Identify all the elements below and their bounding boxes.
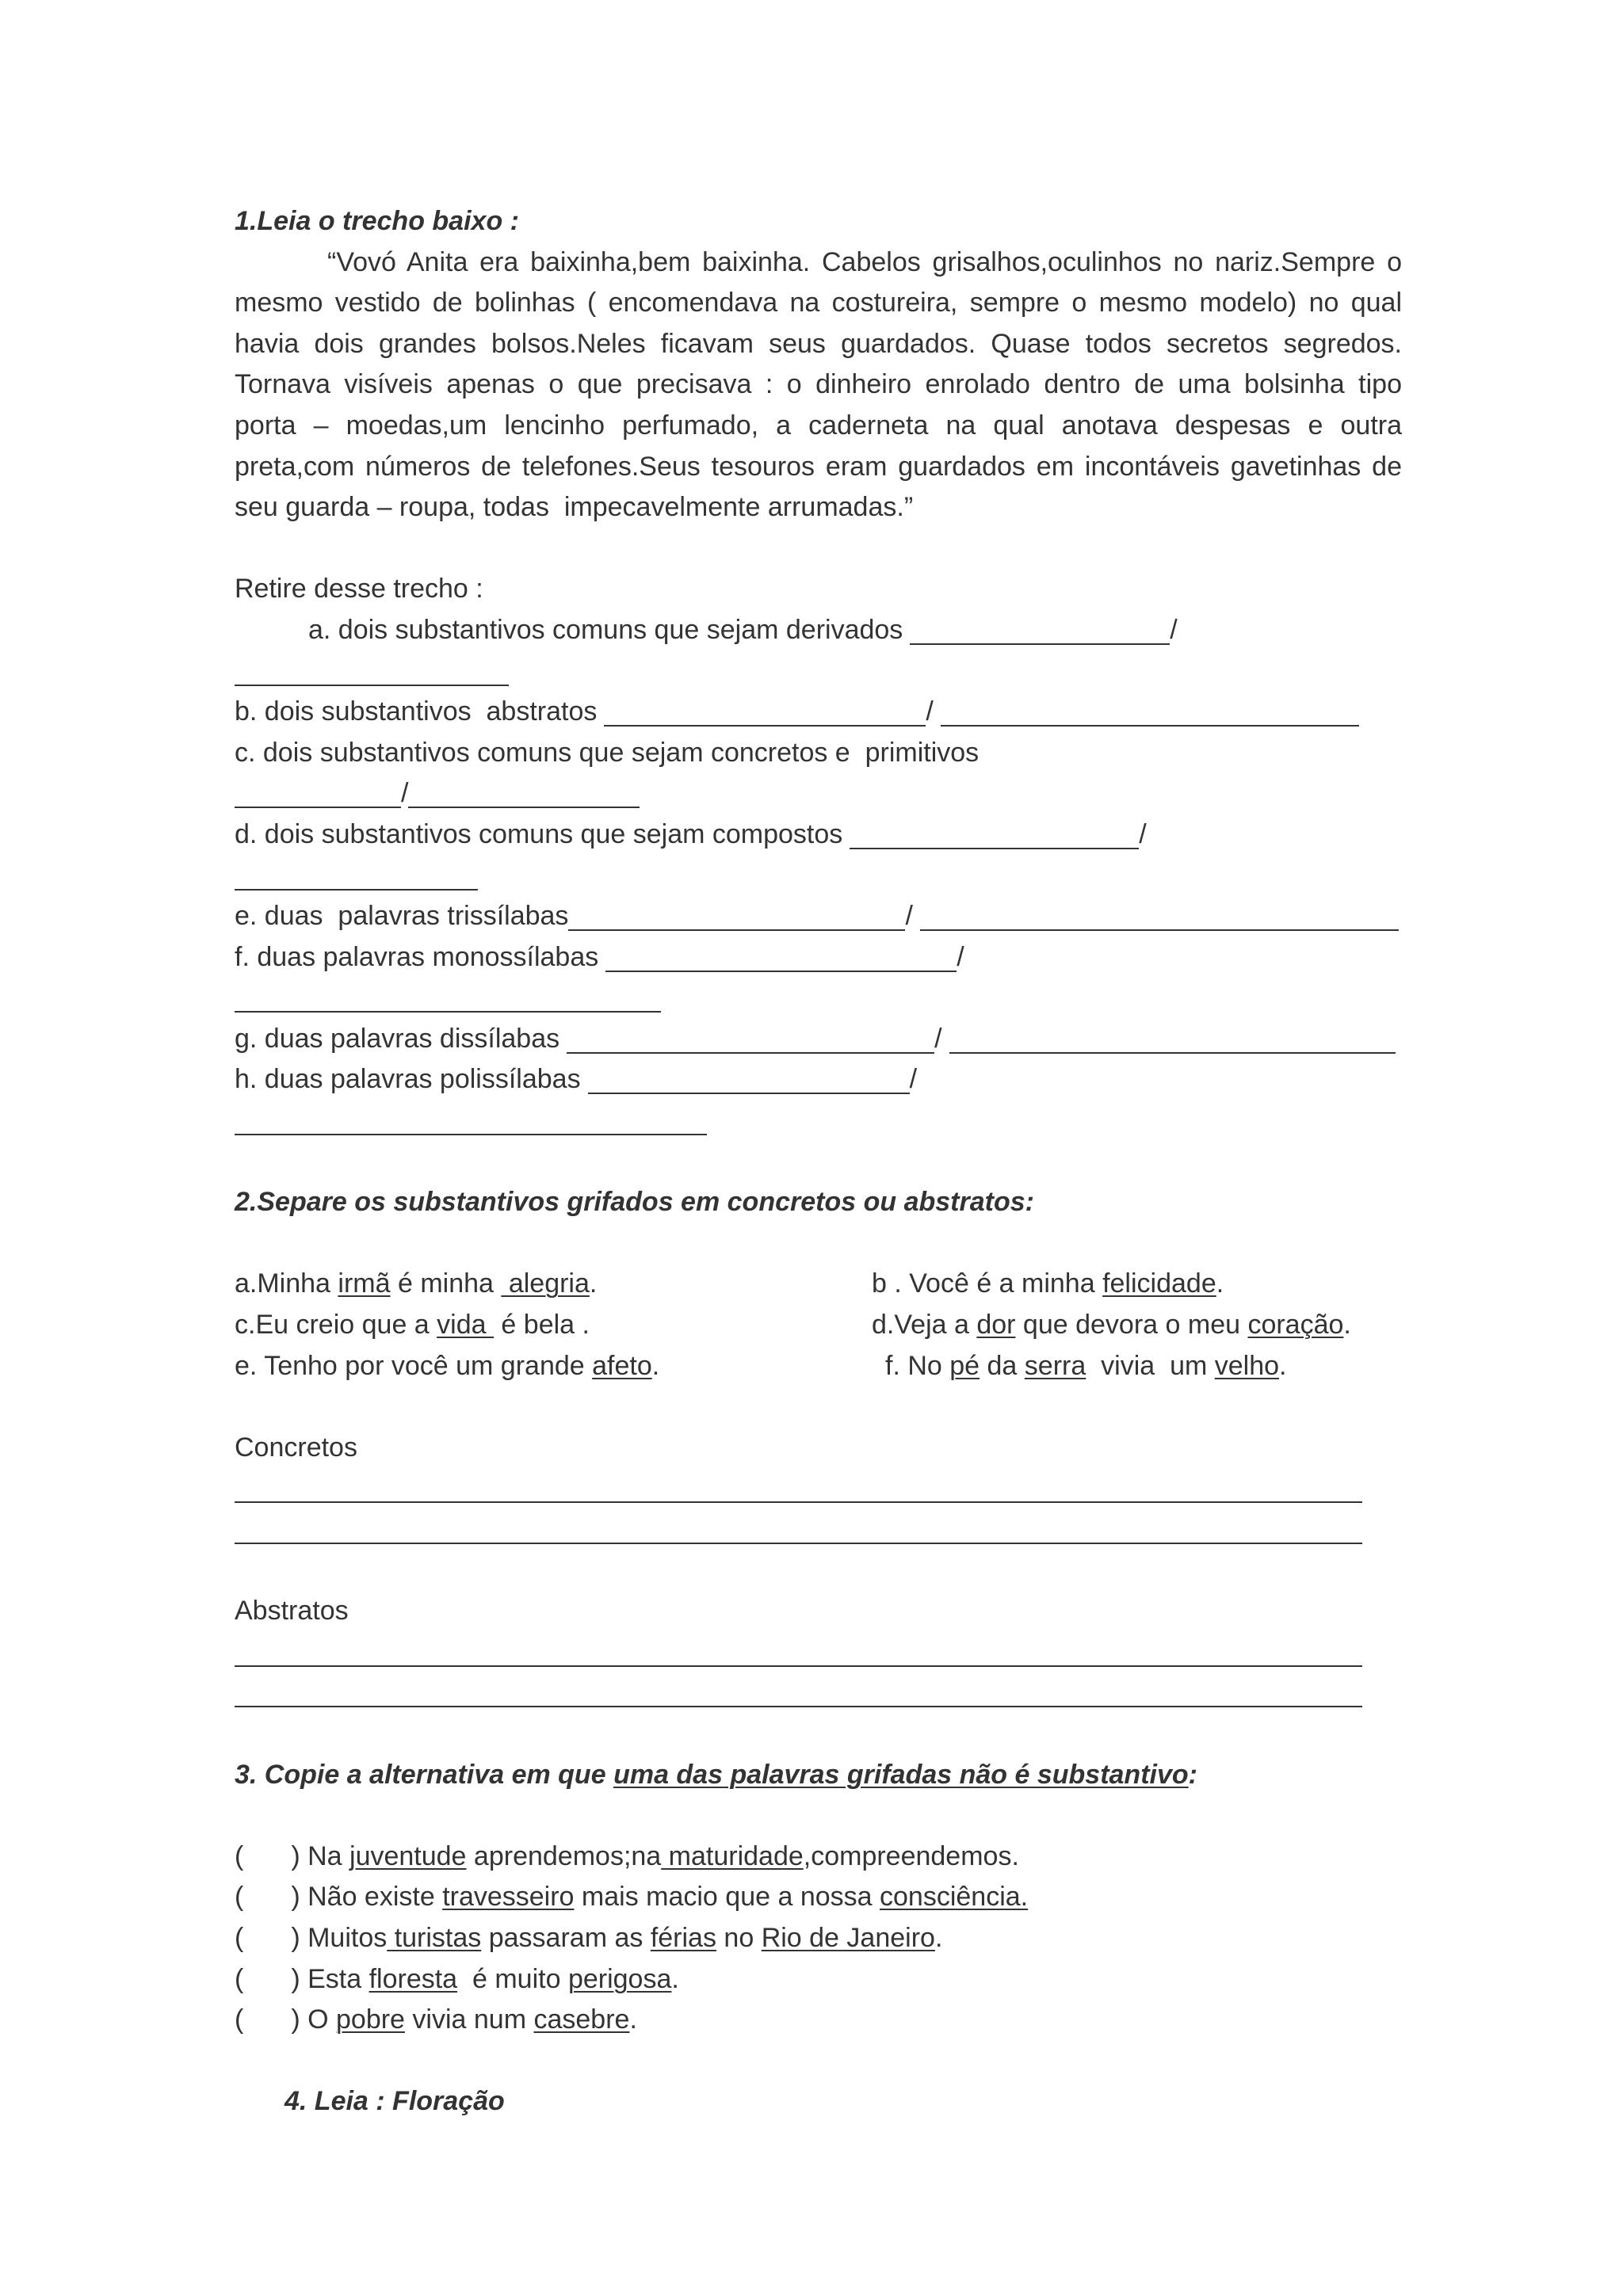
title-text: : — [1188, 1759, 1197, 1790]
question-4-title: 4. Leia : Floração — [285, 2086, 505, 2117]
option-text: ,compreendemos. — [803, 1840, 1019, 1871]
answer-blank — [408, 773, 640, 808]
item-h-continuation — [235, 1100, 1402, 1142]
answer-blank — [235, 856, 478, 891]
sentence-text: . — [651, 1350, 660, 1381]
sentence-text: . — [1343, 1310, 1351, 1341]
option-text: . — [629, 2004, 637, 2035]
answer-blank — [235, 1100, 707, 1135]
answer-blank — [235, 651, 509, 686]
slash-separator: / — [957, 941, 964, 972]
paren-open: ( — [235, 1922, 244, 1953]
item-c-label: c. dois substantivos comuns que sejam concretos e primitivos — [235, 737, 980, 768]
option-text: . — [934, 1922, 943, 1953]
sentence-d — [872, 1305, 1351, 1346]
item-b — [235, 692, 1359, 733]
sentence-c — [235, 1305, 872, 1346]
underlined-word: Rio de Janeiro — [761, 1922, 935, 1953]
underlined-word: floresta — [369, 1963, 458, 1994]
item-d-label: d. dois substantivos comuns que sejam compostos — [235, 818, 843, 849]
question-3-title — [235, 1755, 1402, 1796]
item-a-continuation — [235, 651, 1402, 692]
paren-close: ) — [291, 1963, 300, 1994]
spacer — [235, 528, 1402, 570]
sentence-row — [235, 1264, 1402, 1305]
title-underlined-text: uma das palavras grifadas não é substantivo — [613, 1759, 1189, 1790]
item-g — [235, 1019, 1396, 1060]
answer-blank — [941, 692, 1359, 727]
paren-close: ) — [291, 1922, 300, 1953]
answer-blank — [567, 1019, 934, 1054]
sentence-text: é bela . — [493, 1310, 590, 1341]
underlined-word: afeto — [592, 1350, 652, 1381]
answer-blank — [604, 692, 926, 727]
abstratos-answer-line — [235, 1672, 1402, 1714]
underlined-word: pobre — [336, 2004, 405, 2035]
item-c — [235, 733, 1402, 774]
paren-open: ( — [235, 1840, 244, 1871]
option-text: aprendemos;na — [466, 1840, 662, 1871]
excerpt-line: “Vovó Anita era baixinha,bem baixinha. Cabelos grisalhos,oculinhos no nariz.Sempre o — [327, 246, 1402, 277]
option-text: Na — [300, 1840, 350, 1871]
spacer — [235, 1714, 1402, 1755]
concretos-label: Concretos — [235, 1432, 357, 1463]
underlined-word: consciência. — [880, 1882, 1029, 1913]
item-f-label: f. duas palavras monossílabas — [235, 941, 599, 972]
underlined-word: irmã — [338, 1268, 391, 1299]
abstratos-label: Abstratos — [235, 1596, 349, 1627]
underlined-word: coração — [1247, 1310, 1344, 1341]
paren-close: ) — [291, 1840, 300, 1871]
option-5 — [235, 2000, 1402, 2041]
abstratos-answer-line — [235, 1632, 1402, 1673]
spacer — [235, 1795, 1402, 1836]
slash-separator: / — [926, 696, 934, 727]
underlined-word: maturidade — [661, 1840, 804, 1871]
sentence-text: b . Você é a minha — [872, 1268, 1103, 1299]
item-h-label: h. duas palavras polissílabas — [235, 1064, 581, 1095]
spacer — [235, 1142, 1402, 1183]
item-b-label: b. dois substantivos abstratos — [235, 696, 598, 727]
sentence-e — [235, 1346, 872, 1387]
excerpt-line: Tornava visíveis apenas o que precisava : o dinheiro enrolado dentro de uma bolsinha tipo — [235, 369, 1402, 400]
question-1-instruction: Retire desse trecho : — [235, 574, 483, 605]
underlined-word: casebre — [533, 2004, 630, 2035]
sentence-f — [872, 1346, 1286, 1387]
concretos-answer-line — [235, 1509, 1402, 1550]
answer-blank — [568, 896, 905, 931]
option-text: . — [671, 1963, 679, 1994]
underlined-word: vida — [437, 1310, 494, 1341]
underlined-word: serra — [1024, 1350, 1086, 1381]
paren-close: ) — [291, 1882, 300, 1913]
sentence-text: . — [1279, 1350, 1287, 1381]
slash-separator: / — [905, 901, 913, 932]
excerpt-line: seu guarda – roupa, todas impecavelmente arrumadas.” — [235, 492, 914, 523]
title-text: 3. Copie a alternativa em que — [235, 1759, 614, 1790]
answer-line — [235, 1509, 1362, 1544]
sentence-text: é minha — [390, 1268, 502, 1299]
option-3 — [235, 1918, 1402, 1959]
question-2-title: 2.Separe os substantivos grifados em concretos ou abstratos: — [235, 1187, 1034, 1218]
sentence-text: c.Eu creio que a — [235, 1310, 437, 1341]
slash-separator: / — [909, 1064, 918, 1095]
slash-separator: / — [1139, 818, 1147, 849]
spacer — [235, 1386, 1402, 1428]
answer-line — [235, 1468, 1362, 1503]
item-a-label: a. dois substantivos comuns que sejam derivados — [308, 614, 903, 645]
item-f-continuation — [235, 978, 1402, 1019]
option-2 — [235, 1877, 1402, 1918]
option-text: passaram as — [481, 1922, 651, 1953]
item-h — [235, 1059, 1402, 1100]
sentence-text: e. Tenho por você um grande — [235, 1350, 593, 1381]
option-4 — [235, 1959, 1402, 2000]
item-a — [235, 610, 1402, 651]
answer-blank — [605, 937, 957, 972]
underlined-word: férias — [650, 1922, 716, 1953]
option-text: Não existe — [300, 1882, 443, 1913]
item-d-continuation — [235, 856, 1402, 897]
sentence-text: . — [589, 1268, 598, 1299]
answer-line — [235, 1632, 1362, 1667]
option-text: Muitos — [300, 1922, 388, 1953]
slash-separator: / — [1170, 614, 1178, 645]
option-text: vivia num — [404, 2004, 534, 2035]
underlined-word: felicidade — [1102, 1268, 1216, 1299]
spacer — [235, 1550, 1402, 1592]
sentence-text: f. No — [885, 1350, 950, 1381]
paren-open: ( — [235, 1963, 244, 1994]
sentence-row — [235, 1346, 1402, 1387]
excerpt-line: porta – moedas,um lencinho perfumado, a caderneta na qual anotava despesas e outra — [235, 410, 1402, 441]
option-text: mais macio que a nossa — [574, 1882, 880, 1913]
underlined-word: perigosa — [567, 1963, 672, 1994]
option-text: O — [300, 2004, 336, 2035]
answer-blank — [235, 773, 401, 808]
sentence-text: a.Minha — [235, 1268, 338, 1299]
sentence-text: . — [1216, 1268, 1224, 1299]
item-g-label: g. duas palavras dissílabas — [235, 1023, 560, 1054]
underlined-word: dor — [976, 1310, 1016, 1341]
item-d — [235, 814, 1402, 856]
sentence-row — [235, 1305, 1402, 1346]
paren-open: ( — [235, 2004, 244, 2035]
item-e — [235, 896, 1399, 937]
underlined-word: alegria — [501, 1268, 590, 1299]
underlined-word: turistas — [387, 1922, 482, 1953]
answer-blank — [920, 896, 1399, 931]
concretos-answer-line — [235, 1468, 1402, 1509]
excerpt-line: preta,com números de telefones.Seus tesouros eram guardados em incontáveis gavetinhas de — [235, 451, 1402, 482]
excerpt-line: mesmo vestido de bolinhas ( encomendava na costureira, sempre o mesmo modelo) no qual — [235, 288, 1402, 318]
sentence-text: que devora o meu — [1015, 1310, 1248, 1341]
answer-blank — [949, 1019, 1396, 1054]
underlined-word: travesseiro — [442, 1882, 575, 1913]
sentence-text: vivia um — [1086, 1350, 1215, 1381]
excerpt-line: havia dois grandes bolsos.Neles ficavam seus guardados. Quase todos secretos segredos. — [235, 328, 1402, 359]
answer-blank — [910, 610, 1170, 645]
paren-close: ) — [291, 2004, 300, 2035]
item-e-label: e. duas palavras trissílabas — [235, 901, 569, 932]
sentence-text: d.Veja a — [872, 1310, 977, 1341]
underlined-word: velho — [1214, 1350, 1280, 1381]
slash-separator: / — [934, 1023, 942, 1054]
item-f — [235, 937, 1402, 978]
item-c-continuation — [235, 773, 1402, 814]
paren-open: ( — [235, 1882, 244, 1913]
spacer — [235, 2041, 1402, 2082]
answer-line — [235, 1672, 1362, 1707]
underlined-word: pé — [949, 1350, 980, 1381]
sentence-text: da — [980, 1350, 1025, 1381]
answer-blank — [850, 814, 1139, 849]
option-text: é muito — [457, 1963, 568, 1994]
sentence-b — [872, 1264, 1224, 1305]
answer-blank — [235, 978, 661, 1013]
sentence-a — [235, 1264, 872, 1305]
slash-separator: / — [401, 778, 409, 809]
worksheet-page — [235, 201, 1402, 2122]
underlined-word: juventude — [349, 1840, 467, 1871]
question-1-title: 1.Leia o trecho baixo : — [235, 206, 519, 236]
answer-blank — [588, 1059, 910, 1094]
option-text: Esta — [300, 1963, 369, 1994]
option-text: no — [716, 1922, 762, 1953]
spacer — [235, 1223, 1402, 1264]
option-1 — [235, 1836, 1402, 1878]
